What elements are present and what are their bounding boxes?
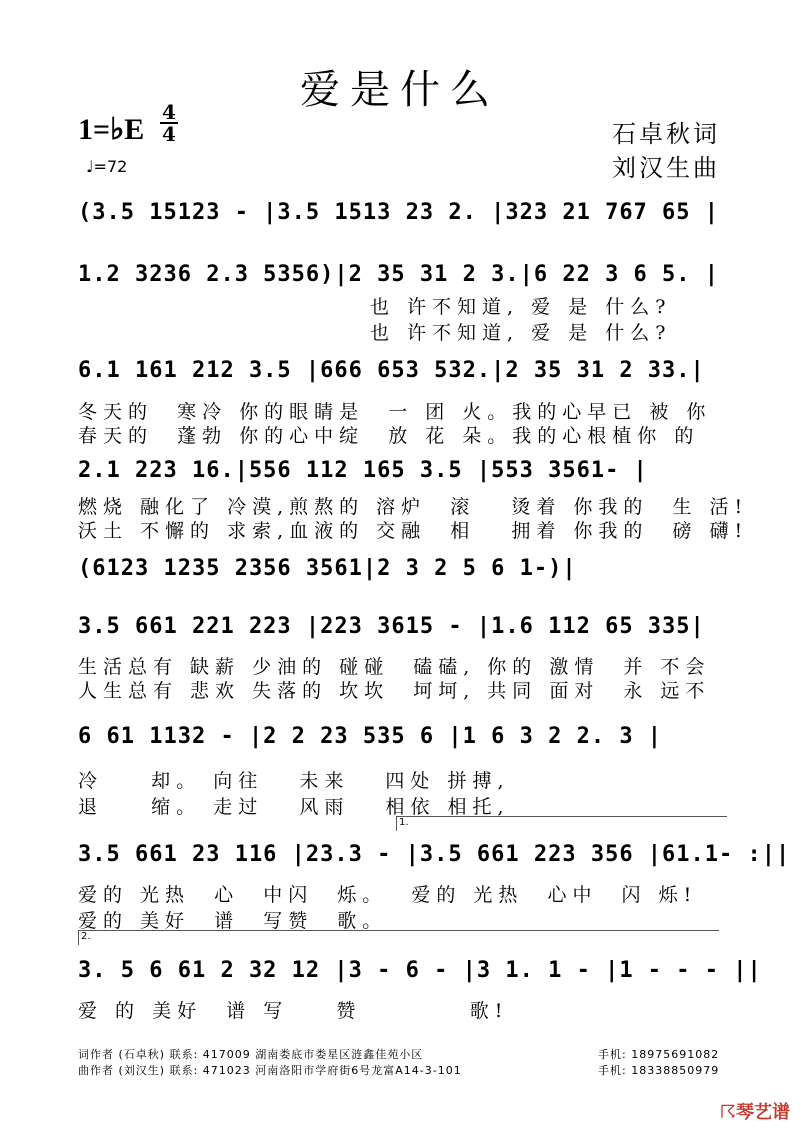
lyric-line: 退 缩。 走过 风雨 相依 相托, [78,796,510,818]
score-row-8 [78,842,791,882]
footer-composer-contact: 曲作者 (刘汉生) 联系: 471023 河南洛阳市学府街6号龙富A14-3-101 [78,1064,462,1077]
notes: 6.1 161 212 3.5 |666 653 532.|2 35 31 2 33.| [78,358,705,383]
logo-text: 琴艺谱 [736,1102,790,1123]
score-row-6 [78,614,728,654]
notes: 3. 5 6 61 2 32 12 |3 - 6 - |3 1. 1 - |1 - - - || [78,958,762,983]
volta-bracket-2: 2. [78,930,719,945]
lyric-line: 春天的 蓬勃 你的心中绽 放 花 朵。我的心根植你 的 [78,425,700,447]
score-row-1 [78,200,728,240]
lyric-line: 冬天的 寒冷 你的眼睛是 一 团 火。我的心早已 被 你 [78,401,712,423]
time-signature-bottom: 4 [160,122,178,144]
time-signature [160,102,178,144]
tempo-marking: ♩=72 [86,157,128,176]
key-signature: 1=♭E [78,113,145,146]
lyric-line: 沃土 不懈的 求索,血液的 交融 相 拥着 你我的 磅 礴! [78,520,749,542]
notes: (6123 1235 2356 3561|2 3 2 5 6 1-)| [78,556,577,581]
score-row-3 [78,358,728,398]
notes: (3.5 15123 - |3.5 1513 23 2. |323 21 767 65 | [78,200,720,225]
lyric-line: 生活总有 缺薪 少油的 碰碰 磕磕, 你的 激情 并 不会 [78,656,711,678]
lyric-line: 爱的 光热 心 中闪 烁。 爱的 光热 心中 闪 烁! [78,884,698,906]
time-signature-top: 4 [162,100,176,124]
lyric-line: 也 许不知道, 爱 是 什么? [370,296,672,318]
composer-credit: 刘汉生曲 [612,154,720,182]
lyric-line: 也 许不知道, 爱 是 什么? [370,322,672,344]
page-title: 爱是什么 [300,67,500,113]
notes: 3.5 661 221 223 |223 3615 - |1.6 112 65 335| [78,614,705,639]
score-row-7 [78,724,728,764]
notes: 2.1 223 16.|556 112 165 3.5 |553 3561- | [78,458,648,483]
notes: 3.5 661 23 116 |23.3 - |3.5 661 223 356 |61.1- :|| [78,842,791,867]
volta-bracket-1: 1. [396,816,727,831]
lyric-line: 爱的 美好 谱 写赞 歌。 [78,910,388,932]
notes: 6 61 1132 - |2 2 23 535 6 |1 6 3 2 2. 3 | [78,724,663,749]
logo-icon: ☈ [719,1102,736,1123]
score-row-5 [78,556,728,596]
footer-phone-2: 手机: 18338850979 [598,1064,720,1077]
lyric-line: 爱 的 美好 谱 写 赞 歌! [78,1000,509,1022]
footer-phone-1: 手机: 18975691082 [598,1048,720,1061]
site-logo [720,1098,790,1124]
score-row-9 [78,958,762,998]
lyricist-credit: 石卓秋词 [612,120,720,148]
lyric-line: 燃烧 融化了 冷漠,煎熬的 溶炉 滚 烫着 你我的 生 活! [78,496,749,518]
lyric-line: 人生总有 悲欢 失落的 坎坎 坷坷, 共同 面对 永 远不 [78,680,711,702]
notes: 1.2 3236 2.3 5356)|2 35 31 2 3.|6 22 3 6 5. | [78,262,720,287]
footer-lyricist-contact: 词作者 (石卓秋) 联系: 417009 湖南娄底市娄星区涟鑫佳苑小区 [78,1048,424,1061]
lyric-line: 冷 却。 向往 未来 四处 拼搏, [78,770,510,792]
